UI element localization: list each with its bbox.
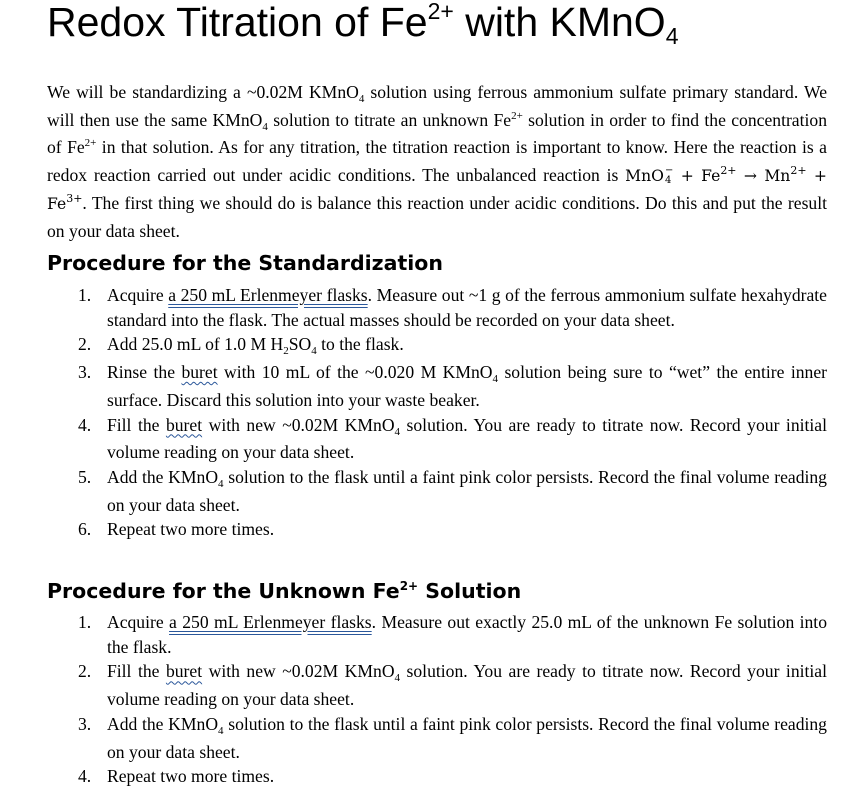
list-item: 1. Acquire a 250 mL Erlenmeyer flasks. Measure out exactly 25.0 mL of the unknown Fe solution into the flask.: [78, 612, 827, 657]
standardization-heading: Procedure for the Standardization: [47, 251, 443, 275]
page-title: Redox Titration of $Fe^{2+}$ with KMnO$_4$: [47, 0, 679, 49]
spelling-flag: buret: [181, 362, 218, 383]
spelling-flag: buret: [165, 414, 203, 435]
unknown-heading: Procedure for the Unknown $Fe^{2+}$ Solution: [47, 579, 522, 603]
spelling-flag: a 250 mL Erlenmeyer flasks: [168, 285, 368, 305]
list-item: 1. Acquire a 250 mL Erlenmeyer flasks. Measure out ~1 g of the ferrous ammonium sulfate hexahydrate standard into the flask. The actual masses should be recorded on your data sheet.: [78, 285, 827, 330]
unknown-steps: [0, 610, 862, 789]
list-item: 4. Fill the buret with new ~0.02M KMnO$_4$ solution. You are ready to titrate now. Record your initial volume reading on your data sheet.: [78, 414, 827, 463]
list-item: 3. Add the KMnO$_4$ solution to the flask until a faint pink color persists. Record the final volume reading on your data sheet.: [78, 713, 827, 762]
spelling-flag: a 250 mL Erlenmeyer flasks: [169, 612, 372, 632]
standardization-steps: [0, 283, 862, 542]
list-item: 6. Repeat two more times.: [78, 519, 275, 540]
list-item: 3. Rinse the buret with 10 mL of the ~0.020 M KMnO$_4$ solution being sure to “wet” the entire inner surface. Discard this solution into your waste beaker.: [78, 362, 828, 410]
reaction-equation: MnO − 4 + $Fe^{2+} \to Mn^{2+} + Fe^{3+}$: [47, 164, 827, 213]
spelling-flag: buret: [165, 661, 203, 682]
list-item: 4. Repeat two more times.: [78, 766, 275, 787]
list-item: 5. Add the KMnO$_4$ solution to the flask until a faint pink color persists. Record the final volume reading on your data sheet.: [78, 466, 827, 515]
intro-paragraph: We will be standardizing a ~0.02M KMnO$_4$ solution using ferrous ammonium sulfate primary standard. We will then use the same KMnO$_4$ solution to titrate an unknown $Fe^{2+}$ solution in order to find the concentration of $Fe^{2+}$ in that solution. As for any titration, the titration reaction is important to know. Here the reaction is a redox reaction carried out under acidic conditions. The unbalanced reaction is MnO − 4 + $Fe^{2+} \to Mn^{2+} + Fe^{3+}$. The first thing we should do is balance this reaction under acidic conditions. Do this and put the result on your data sheet.: [47, 82, 827, 241]
list-item: 2. Fill the buret with new ~0.02M KMnO$_4$ solution. You are ready to titrate now. Record your initial volume reading on your data sheet.: [78, 661, 827, 710]
list-item: 2. Add 25.0 mL of 1.0 M $H_2SO_4$ to the flask.: [78, 334, 404, 358]
